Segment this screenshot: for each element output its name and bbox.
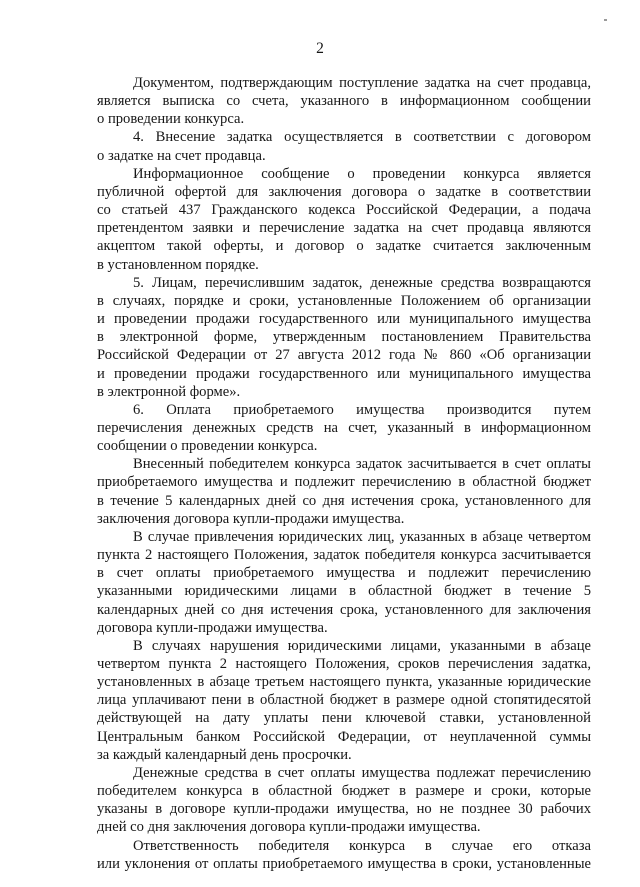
page-number: 2 [316, 40, 324, 57]
text-line: о задатке на счет продавца. [97, 147, 266, 164]
text-line: Внесенный победителем конкурса задаток засчитывается в счет оплаты [133, 456, 591, 473]
text-line: лица уплачивают пени в областной бюджет в размере одной стопятидесятой [97, 692, 591, 709]
text-line: Документом, подтверждающим поступление задатка на счет продавца, [133, 75, 591, 91]
text-line: 4. Внесение задатка осуществляется в соответствии с договором [133, 129, 591, 146]
text-line: указанными юридическими лицами в областной бюджет в течение 5 [97, 583, 591, 600]
text-line: Денежные средства в счет оплаты имущества подлежат перечислению [133, 764, 591, 781]
text-line: в течение 5 календарных дней со дня истечения срока, установленного для [97, 492, 591, 509]
text-line: заключения договора купли-продажи имущества. [97, 510, 405, 527]
text-line: акцептом такой оферты, и договор о задатке считается заключенным [97, 238, 591, 255]
text-line: является выписка со счета, указанного в информационном сообщении [97, 93, 591, 110]
text-line: перечисления денежных средств на счет, указанный в информационном [97, 419, 591, 436]
text-line: указаны в договоре купли-продажи имущества, но не позднее 30 рабочих [97, 801, 591, 818]
text-line: в электронной форме». [97, 383, 241, 400]
text-line: В случаях нарушения юридическими лицами, указанными в абзаце [133, 637, 591, 654]
paragraph [97, 401, 591, 455]
paragraph [97, 837, 591, 873]
paragraph [97, 74, 591, 128]
text-line: в случаях, порядке и сроки, установленные Положением об организации [97, 292, 591, 309]
paragraph [97, 764, 591, 837]
text-line: установленных в абзаце третьем настоящего пункта, указанные юридические [97, 674, 591, 691]
text-line: за каждый календарный день просрочки. [97, 746, 352, 763]
text-line: Российской Федерации от 27 августа 2012 года № 860 «Об организации [97, 347, 591, 364]
text-line: Информационное сообщение о проведении конкурса является [133, 165, 591, 182]
text-line: четвертом пункта 2 настоящего Положения, сроков перечисления задатка, [97, 656, 591, 672]
text-line: в установленном порядке. [97, 256, 259, 273]
paragraph [97, 637, 591, 764]
paragraph [97, 274, 591, 401]
paragraph [97, 455, 591, 528]
text-line: календарных дней со дня истечения срока, установленного для заключения [97, 601, 591, 618]
text-line: претендентом заявки и перечисление задатка на счет продавца являются [97, 220, 591, 237]
text-line: Ответственность победителя конкурса в случае его отказа [133, 837, 591, 854]
text-line: в электронной форме, утвержденным постановлением Правительства [97, 329, 591, 346]
text-line: в счет оплаты приобретаемого имущества и подлежит перечислению [97, 565, 591, 582]
text-line: Центральным банком Российской Федерации, от неуплаченной суммы [97, 728, 591, 745]
text-line: договора купли-продажи имущества. [97, 619, 328, 636]
text-line: В случае привлечения юридических лиц, указанных в абзаце четвертом [133, 528, 591, 545]
text-line: и проведении продажи государственного или муниципального имущества [97, 365, 591, 382]
text-line: действующей на дату уплаты пени ключевой ставки, установленной [97, 710, 591, 727]
scan-mark [604, 19, 607, 21]
text-line: о проведении конкурса. [97, 111, 245, 128]
text-line: дней со дня заключения договора купли-продажи имущества. [97, 819, 481, 836]
paragraph [97, 528, 591, 637]
document-body [97, 74, 591, 873]
text-line: победителем конкурса в областной бюджет в размере и сроки, которые [97, 783, 591, 800]
paragraph [97, 128, 591, 164]
text-line: 6. Оплата приобретаемого имущества производится путем [133, 401, 591, 418]
text-line: и проведении продажи государственного или муниципального имущества [97, 311, 591, 328]
text-line: со статьей 437 Гражданского кодекса Российской Федерации, а подача [97, 202, 591, 219]
text-line: 5. Лицам, перечислившим задаток, денежные средства возвращаются [133, 274, 591, 291]
text-line: пункта 2 настоящего Положения, задаток победителя конкурса засчитывается [97, 547, 591, 564]
paragraph [97, 165, 591, 274]
text-line: публичной офертой для заключения договора о задатке в соответствии [97, 183, 591, 200]
text-line: приобретаемого имущества и подлежит перечислению в областной бюджет [97, 474, 591, 491]
text-line: или уклонения от оплаты приобретаемого имущества в сроки, установленные [97, 855, 591, 872]
text-line: сообщении о проведении конкурса. [97, 438, 318, 455]
